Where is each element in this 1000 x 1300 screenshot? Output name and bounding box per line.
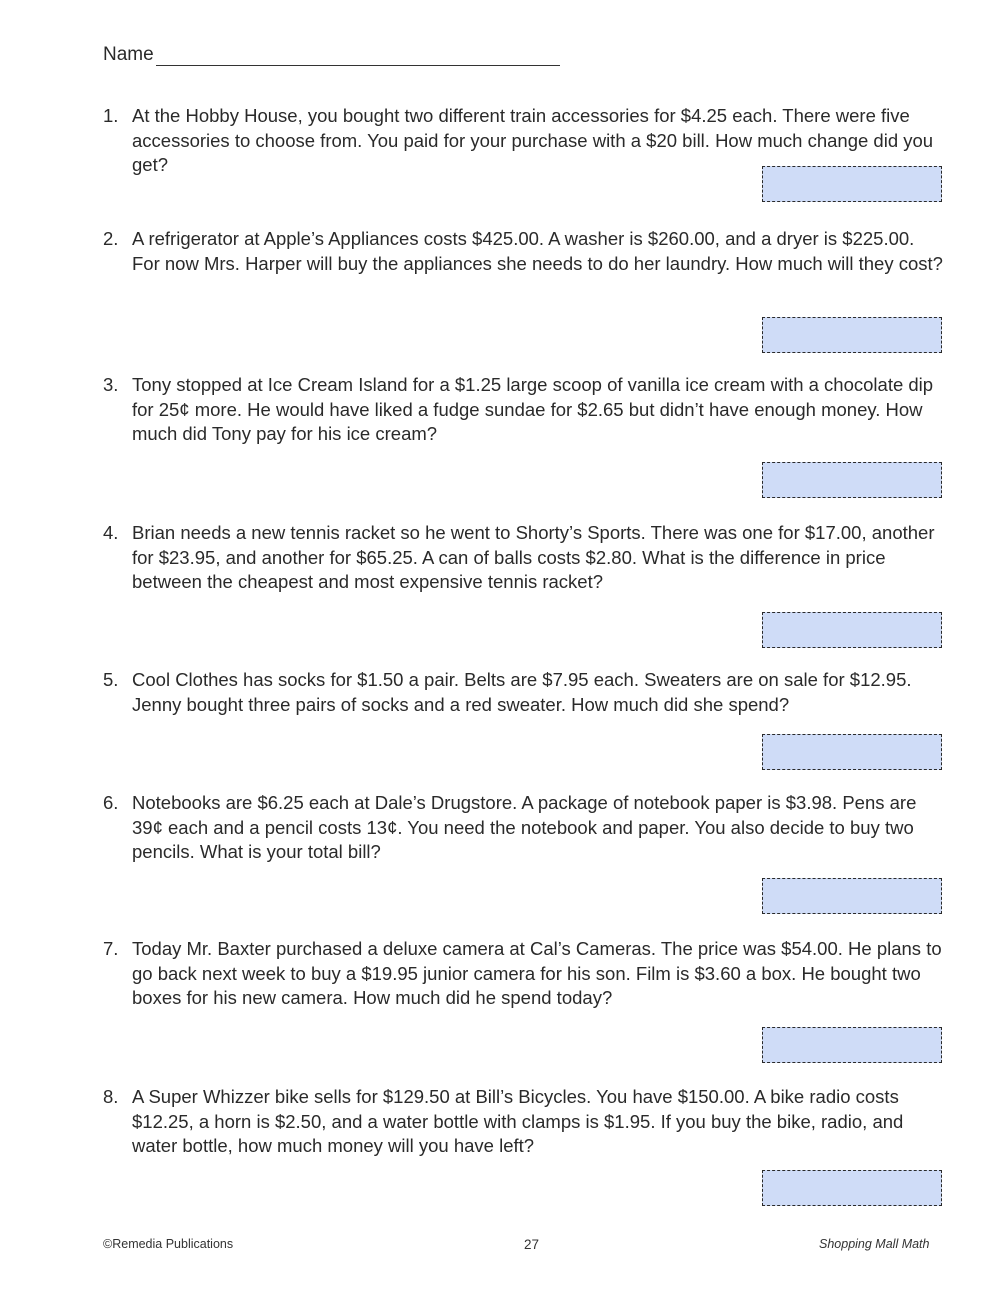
answer-box-3[interactable] [762,462,942,498]
question-number: 6. [103,792,119,813]
answer-box-7[interactable] [762,1027,942,1063]
answer-box-2[interactable] [762,317,942,353]
answer-box-1[interactable] [762,166,942,202]
question-4 [103,521,953,595]
question-5 [103,668,953,717]
question-number: 7. [103,938,119,959]
question-number: 8. [103,1086,119,1107]
answer-box-8[interactable] [762,1170,942,1206]
question-text: Tony stopped at Ice Cream Island for a $1.25 large scoop of vanilla ice cream with a chocolate dip for 25¢ more. He would have liked a fudge sundae for $2.65 but didn’t have enough money. How much did Tony pay for his ice cream? [132,374,934,444]
question-text: At the Hobby House, you bought two different train accessories for $4.25 each. There were five accessories to choose from. You paid for your purchase with a $20 bill. How much change did you get? [132,105,934,175]
question-number: 1. [103,105,119,126]
question-6 [103,791,953,865]
question-2 [103,227,953,276]
answer-box-5[interactable] [762,734,942,770]
question-number: 3. [103,374,119,395]
question-text: Today Mr. Baxter purchased a deluxe camera at Cal’s Cameras. The price was $54.00. He plans to go back next week to buy a $19.95 junior camera for his son. Film is $3.60 a box. He bought two boxes for his new camera. How much did he spend today? [132,938,942,1008]
question-8 [103,1085,953,1159]
question-number: 4. [103,522,119,543]
question-number: 5. [103,669,119,690]
name-label: Name [103,44,154,65]
name-field-row [103,44,560,66]
answer-box-4[interactable] [762,612,942,648]
question-text: Brian needs a new tennis racket so he went to Shorty’s Sports. There was one for $17.00, another for $23.95, and another for $65.25. A can of balls costs $2.80. What is the difference in price between the cheapest and most expensive tennis racket? [132,522,935,592]
question-text: Notebooks are $6.25 each at Dale’s Drugstore. A package of notebook paper is $3.98. Pens are 39¢ each and a pencil costs 13¢. You need the notebook and paper. You also decide to buy two pencils. What is your total bill? [132,792,917,862]
answer-box-6[interactable] [762,878,942,914]
question-text: Cool Clothes has socks for $1.50 a pair. Belts are $7.95 each. Sweaters are on sale for $12.95. Jenny bought three pairs of socks and a red sweater. How much did she spend? [132,669,912,715]
footer-publisher: ©Remedia Publications [103,1237,234,1251]
question-number: 2. [103,228,119,249]
footer-page-number: 27 [524,1237,540,1252]
question-text: A Super Whizzer bike sells for $129.50 at Bill’s Bicycles. You have $150.00. A bike radio costs $12.25, a horn is $2.50, and a water bottle with clamps is $1.95. If you buy the bike, radio, and water bottle, how much money will you have left? [132,1086,904,1156]
question-7 [103,937,953,1011]
question-3 [103,373,953,447]
name-line[interactable] [156,47,560,66]
footer-book-title: Shopping Mall Math [819,1237,930,1251]
question-text: A refrigerator at Apple’s Appliances costs $425.00. A washer is $260.00, and a dryer is $225.00. For now Mrs. Harper will buy the appliances she needs to do her laundry. How much will they cost? [132,228,943,274]
